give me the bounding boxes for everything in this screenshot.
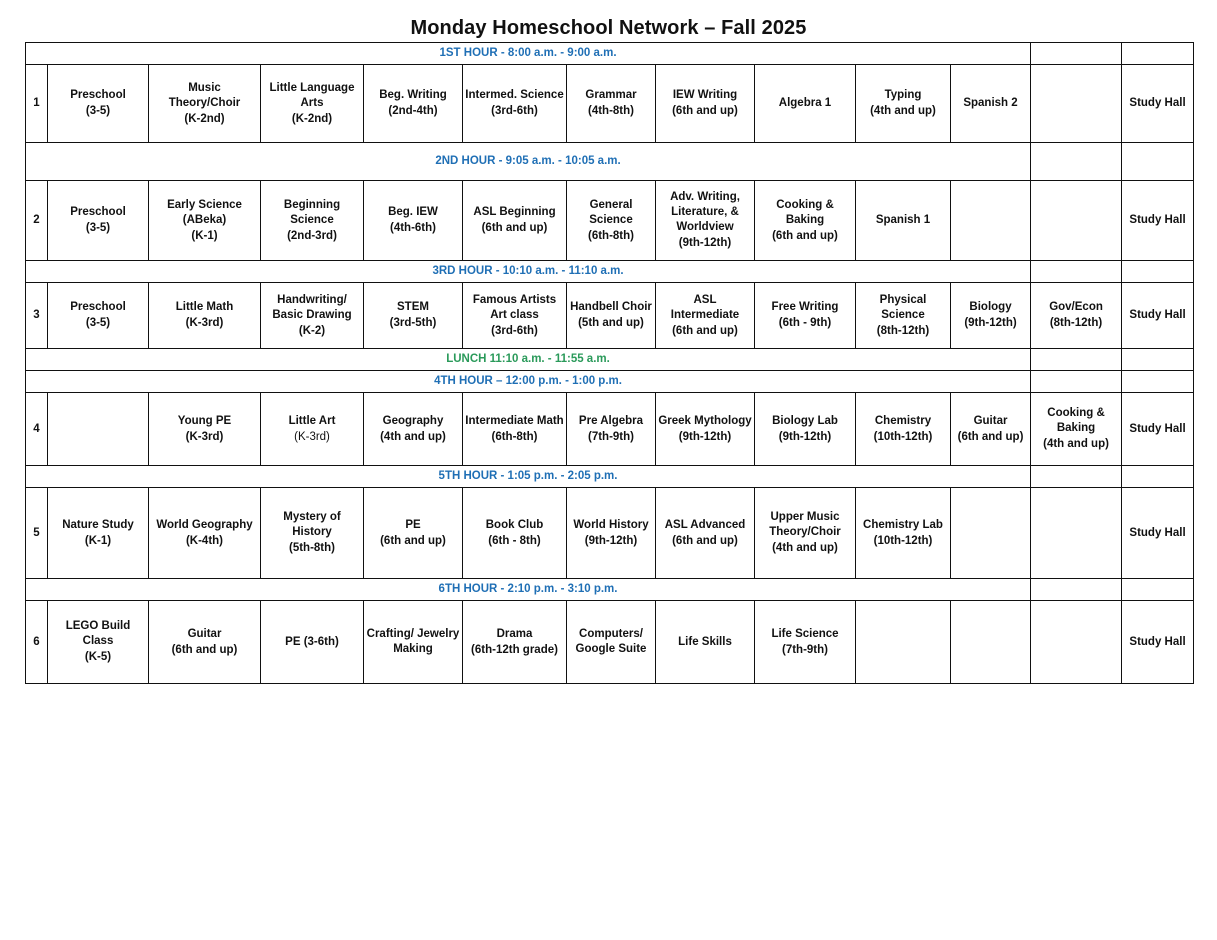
course-name: Biology Lab: [772, 414, 838, 427]
class-cell: [567, 393, 656, 466]
course-grade: (10th-12th): [873, 430, 933, 443]
course-grade: (8th-12th): [876, 324, 930, 337]
hour-number: 5: [26, 488, 48, 579]
class-cell: [951, 65, 1031, 143]
course-name: Preschool: [70, 89, 126, 101]
course-grade: (K-3rd): [185, 430, 224, 443]
class-cell: [567, 488, 656, 579]
course-name: Little Language Arts: [269, 81, 355, 109]
course-name: Handwriting/ Basic Drawing: [272, 293, 352, 321]
course-name: Music Theory/Choir: [168, 81, 241, 109]
course-grade: (K-1): [191, 229, 218, 242]
hour-number: 6: [26, 601, 48, 684]
course-grade: (9th-12th): [678, 430, 732, 443]
course-grade: (8th-12th): [1049, 317, 1103, 329]
course-name: Guitar: [187, 627, 222, 640]
class-row: [26, 393, 1194, 466]
empty-cell: [1031, 488, 1122, 579]
course-name: Drama: [496, 627, 533, 640]
class-cell: [856, 65, 951, 143]
course-grade: (5th-8th): [289, 542, 335, 554]
empty-cell: [1122, 261, 1194, 283]
course-name: Grammar: [585, 89, 637, 101]
course-name: Famous Artists Art class: [472, 293, 557, 321]
course-name: Early Science (ABeka): [167, 198, 242, 226]
course-grade: (K-2nd): [291, 112, 333, 125]
course-name: Chemistry Lab: [863, 518, 943, 531]
class-cell: [856, 181, 951, 261]
class-cell: [755, 601, 856, 684]
class-cell: [856, 393, 951, 466]
course-name: Adv. Writing, Literature, & Worldview: [670, 191, 740, 233]
course-name: Chemistry: [874, 414, 932, 427]
class-cell: [567, 601, 656, 684]
course-grade: (3-5): [85, 222, 111, 234]
class-cell: [261, 181, 364, 261]
empty-cell: [1122, 43, 1194, 65]
course-grade: (6th-8th): [588, 229, 634, 242]
course-name: Typing: [884, 89, 922, 101]
course-grade: (10th-12th): [873, 534, 933, 547]
course-name: Upper Music Theory/Choir: [769, 511, 841, 538]
course-grade: (K-1): [84, 534, 112, 547]
hour-header: 3RD HOUR - 10:10 a.m. - 11:10 a.m.: [26, 261, 1031, 283]
empty-cell: [951, 488, 1031, 579]
class-cell: [656, 601, 755, 684]
course-name: Little Art: [288, 414, 336, 427]
course-grade: (6th and up): [672, 324, 738, 337]
class-cell: [261, 283, 364, 349]
course-name: STEM: [397, 301, 429, 313]
course-name: Spanish 1: [875, 214, 931, 226]
hour-header-row-3: [26, 261, 1194, 283]
course-name: ASL Advanced: [664, 518, 746, 531]
course-grade: (K-4th): [185, 534, 224, 547]
hour-header: 4TH HOUR – 12:00 p.m. - 1:00 p.m.: [26, 371, 1031, 393]
course-grade: (6th and up): [481, 222, 548, 234]
empty-cell: [1031, 181, 1122, 261]
course-name: Algebra 1: [778, 97, 832, 109]
class-cell: [364, 65, 463, 143]
class-cell: [755, 283, 856, 349]
hour-header-row-6: [26, 579, 1194, 601]
class-cell: [48, 488, 149, 579]
course-name: Beg. Writing: [379, 89, 447, 101]
course-name: Mystery of History: [283, 511, 341, 538]
class-cell: [656, 181, 755, 261]
course-grade: (4th and up): [1043, 438, 1109, 450]
course-grade: (6th - 8th): [488, 534, 541, 547]
course-name: Computers/ Google Suite: [575, 628, 647, 655]
class-row: [26, 181, 1194, 261]
course-grade: (3rd-5th): [389, 317, 437, 329]
class-cell: [463, 283, 567, 349]
course-name: Beg. IEW: [388, 206, 438, 218]
course-grade: (9th-12th): [678, 237, 732, 249]
hour-header: 1ST HOUR - 8:00 a.m. - 9:00 a.m.: [26, 43, 1031, 65]
class-cell: [149, 65, 261, 143]
study-hall-cell: Study Hall: [1122, 283, 1194, 349]
empty-cell: [48, 393, 149, 466]
hour-number: 2: [26, 181, 48, 261]
empty-cell: [1122, 143, 1194, 181]
empty-cell: [951, 181, 1031, 261]
class-cell: [951, 393, 1031, 466]
hour-header: 6TH HOUR - 2:10 p.m. - 3:10 p.m.: [26, 579, 1031, 601]
class-cell: [364, 181, 463, 261]
course-grade: (2nd-3rd): [287, 229, 337, 242]
course-name: Book Club: [485, 518, 544, 531]
class-cell: [463, 65, 567, 143]
class-row: [26, 601, 1194, 684]
course-name: IEW Writing: [672, 89, 738, 101]
empty-cell: [1122, 466, 1194, 488]
class-cell: [951, 283, 1031, 349]
course-name: Beginning Science: [283, 198, 341, 226]
class-cell: [149, 488, 261, 579]
course-grade: (6th and up): [772, 229, 838, 242]
class-cell: [149, 181, 261, 261]
course-name: Nature Study: [62, 518, 134, 531]
course-name: ASL Beginning: [473, 206, 556, 218]
class-cell: [567, 65, 656, 143]
course-name: Geography: [382, 414, 444, 427]
class-cell: [755, 181, 856, 261]
class-cell: [463, 393, 567, 466]
course-name: Pre Algebra: [578, 414, 644, 427]
course-name: Intermediate Math: [465, 414, 564, 427]
course-grade: (3rd-6th): [491, 105, 538, 117]
class-cell: [856, 488, 951, 579]
class-cell: [261, 65, 364, 143]
class-cell: [364, 283, 463, 349]
course-grade: (9th-12th): [964, 317, 1017, 329]
hour-header-row-5: [26, 466, 1194, 488]
course-name: Gov/Econ: [1049, 301, 1103, 313]
empty-cell: [1031, 579, 1122, 601]
course-name: World History: [573, 518, 649, 531]
course-grade: (K-2nd): [184, 112, 225, 125]
course-grade: (K-5): [84, 651, 112, 663]
course-name: Little Math: [175, 301, 234, 313]
class-cell: [364, 601, 463, 684]
class-row: [26, 65, 1194, 143]
course-name: Cooking & Baking: [776, 198, 834, 226]
hour-header-row-4: [26, 371, 1194, 393]
course-name: LEGO Build Class: [65, 620, 131, 647]
class-cell: [1031, 283, 1122, 349]
hour-number: 3: [26, 283, 48, 349]
lunch-header: LUNCH 11:10 a.m. - 11:55 a.m.: [26, 349, 1031, 371]
course-grade: (9th-12th): [584, 534, 638, 547]
course-name: Crafting/ Jewelry Making: [366, 628, 460, 655]
class-cell: [149, 393, 261, 466]
course-grade: (5th and up): [578, 317, 644, 329]
course-name: Free Writing: [771, 301, 839, 313]
study-hall-cell: Study Hall: [1122, 601, 1194, 684]
course-name: Greek Mythology: [658, 414, 752, 427]
hour-header: 2ND HOUR - 9:05 a.m. - 10:05 a.m.: [26, 143, 1031, 181]
class-cell: [656, 488, 755, 579]
class-cell: [364, 488, 463, 579]
course-grade: (6th-8th): [491, 430, 538, 443]
course-grade: (K-3rd): [294, 430, 330, 443]
class-cell: [149, 601, 261, 684]
study-hall-cell: Study Hall: [1122, 181, 1194, 261]
course-grade: (6th and up): [380, 534, 446, 547]
class-cell: [567, 283, 656, 349]
class-row: [26, 488, 1194, 579]
empty-cell: [1031, 43, 1122, 65]
class-cell: [261, 488, 364, 579]
course-grade: (7th-9th): [782, 643, 828, 656]
course-grade: (3-5): [85, 105, 111, 117]
empty-cell: [1031, 601, 1122, 684]
class-cell: [755, 393, 856, 466]
empty-cell: [1122, 349, 1194, 371]
class-cell: [48, 601, 149, 684]
course-grade: (4th-8th): [588, 105, 634, 117]
empty-cell: [951, 601, 1031, 684]
course-grade: (2nd-4th): [388, 105, 438, 117]
course-name: Preschool: [70, 301, 126, 313]
empty-cell: [1031, 261, 1122, 283]
hour-header-row-lunch: [26, 349, 1194, 371]
schedule-table: [25, 42, 1194, 684]
class-cell: [261, 393, 364, 466]
course-grade: (4th and up): [870, 105, 936, 117]
empty-cell: [1031, 65, 1122, 143]
course-grade: (6th and up): [672, 105, 738, 117]
course-name: Handbell Choir: [570, 301, 652, 313]
course-grade: (6th and up): [171, 643, 238, 656]
empty-cell: [1122, 371, 1194, 393]
course-grade: (7th-9th): [588, 430, 634, 443]
course-name: World Geography: [156, 518, 253, 531]
course-grade: (4th and up): [380, 430, 446, 443]
class-cell: [463, 601, 567, 684]
class-cell: [755, 488, 856, 579]
course-grade: (K-3rd): [185, 317, 224, 329]
course-name: PE (3-6th): [285, 635, 339, 648]
course-name: Guitar: [973, 414, 1008, 427]
course-grade: (4th-6th): [390, 222, 436, 234]
class-cell: [656, 65, 755, 143]
course-name: Intermed. Science: [465, 89, 564, 101]
course-name: General Science: [589, 198, 633, 226]
hour-header: 5TH HOUR - 1:05 p.m. - 2:05 p.m.: [26, 466, 1031, 488]
class-cell: [856, 283, 951, 349]
class-cell: [656, 393, 755, 466]
class-cell: [567, 181, 656, 261]
hour-header-row-2: [26, 143, 1194, 181]
course-name: Spanish 2: [963, 97, 1018, 109]
page-title: Monday Homeschool Network – Fall 2025: [410, 17, 807, 39]
class-cell: [463, 181, 567, 261]
course-name: Biology: [969, 301, 1012, 313]
course-grade: (6th and up): [672, 534, 738, 547]
study-hall-cell: Study Hall: [1122, 488, 1194, 579]
course-name: PE: [405, 518, 421, 531]
study-hall-cell: Study Hall: [1122, 65, 1194, 143]
course-name: Young PE: [177, 414, 232, 427]
course-grade: (6th-12th grade): [471, 643, 558, 656]
course-grade: (6th - 9th): [778, 317, 832, 329]
course-name: Preschool: [70, 206, 126, 218]
course-grade: (6th and up): [957, 430, 1024, 443]
class-cell: [48, 283, 149, 349]
course-grade: (K-2): [298, 324, 326, 337]
class-cell: [463, 488, 567, 579]
empty-cell: [856, 601, 951, 684]
class-cell: [656, 283, 755, 349]
course-name: ASL Intermediate: [670, 293, 740, 321]
class-cell: [364, 393, 463, 466]
empty-cell: [1031, 143, 1122, 181]
course-name: Life Skills: [678, 635, 732, 648]
course-name: Physical Science: [879, 293, 927, 321]
empty-cell: [1031, 349, 1122, 371]
class-cell: [149, 283, 261, 349]
class-cell: [48, 65, 149, 143]
empty-cell: [1031, 371, 1122, 393]
empty-cell: [1122, 579, 1194, 601]
hour-header-row-1: [26, 43, 1194, 65]
class-cell: [261, 601, 364, 684]
course-grade: (4th and up): [772, 542, 838, 554]
course-grade: (9th-12th): [778, 430, 832, 443]
class-cell: [755, 65, 856, 143]
course-grade: (3rd-6th): [491, 324, 538, 337]
course-grade: (3-5): [85, 317, 111, 329]
class-cell: [48, 181, 149, 261]
hour-number: 4: [26, 393, 48, 466]
study-hall-cell: Study Hall: [1122, 393, 1194, 466]
class-cell: [1031, 393, 1122, 466]
hour-number: 1: [26, 65, 48, 143]
empty-cell: [1031, 466, 1122, 488]
course-name: Cooking & Baking: [1047, 407, 1105, 434]
class-row: [26, 283, 1194, 349]
course-name: Life Science: [771, 627, 839, 640]
